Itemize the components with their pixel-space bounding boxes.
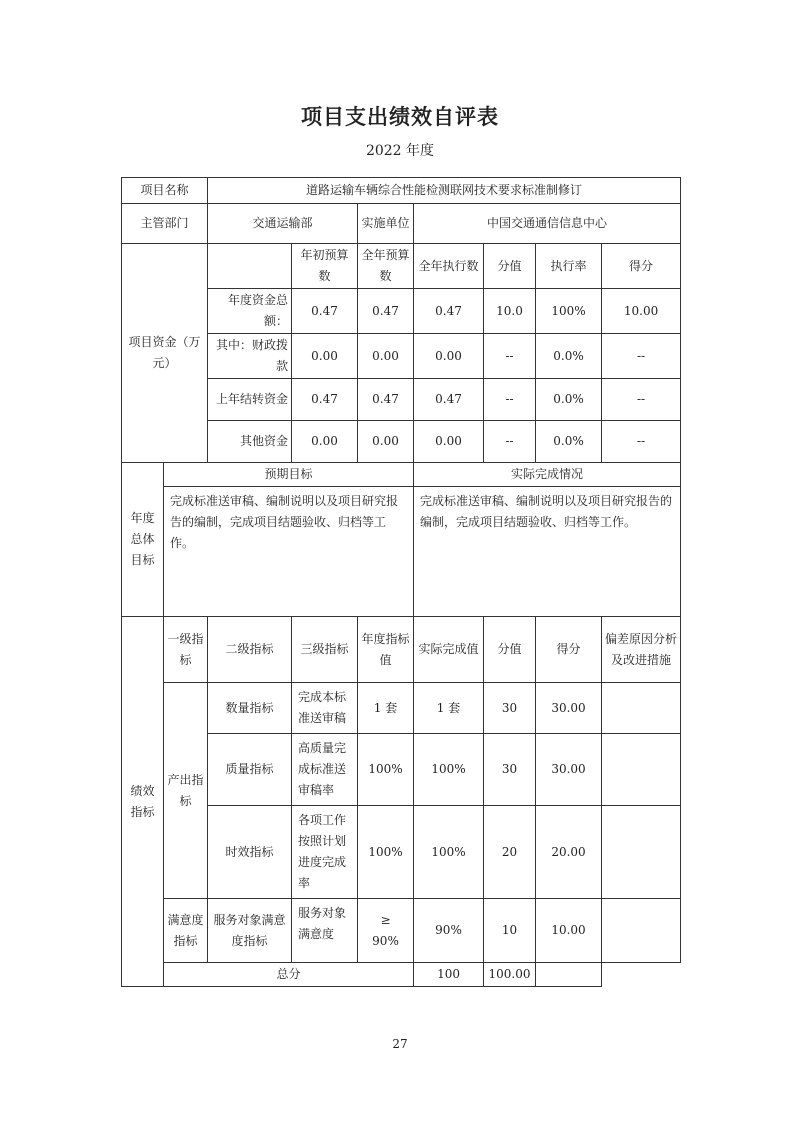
perf-score-max: 30	[484, 734, 536, 806]
funds-cell: --	[484, 379, 536, 421]
funds-row-label: 其中：财政拨款	[208, 334, 292, 379]
perf-satisfaction-target	[358, 899, 414, 963]
goals-actual-header: 实际完成情况	[414, 463, 681, 487]
goals-expected-text: 完成标准送审稿、编制说明以及项目研究报告的编制，完成项目结题验收、归档等工作。	[164, 487, 414, 617]
funds-cell: 100%	[536, 289, 602, 334]
funds-row-label: 年度资金总额：	[208, 289, 292, 334]
perf-header: 二级指标	[208, 617, 292, 683]
perf-l3: 各项工作按照计划进度完成率	[292, 806, 358, 899]
funds-cell: --	[602, 334, 681, 379]
funds-cell: 0.00	[292, 421, 358, 463]
perf-satisfaction-actual: 90%	[414, 899, 484, 963]
perf-header: 实际完成值	[414, 617, 484, 683]
perf-header: 年度指标值	[358, 617, 414, 683]
funds-cell: --	[602, 379, 681, 421]
evaluation-table	[121, 177, 681, 987]
perf-score: 30.00	[536, 683, 602, 734]
funds-cell: 0.00	[292, 334, 358, 379]
target-symbol: ≥	[380, 912, 391, 927]
funds-cell: 0.00	[358, 334, 414, 379]
perf-output-label: 产出指标	[164, 683, 208, 899]
perf-reason	[602, 683, 681, 734]
funds-header: 分值	[484, 244, 536, 289]
perf-actual: 100%	[414, 806, 484, 899]
perf-actual: 1 套	[414, 683, 484, 734]
perf-reason	[602, 734, 681, 806]
total-label: 总分	[164, 963, 414, 987]
total-score-max: 100	[414, 963, 484, 987]
perf-target: 100%	[358, 806, 414, 899]
funds-header: 全年执行数	[414, 244, 484, 289]
funds-label: 项目资金（万元）	[122, 244, 208, 463]
perf-actual: 100%	[414, 734, 484, 806]
page-title: 项目支出绩效自评表	[301, 105, 499, 129]
funds-header-blank	[208, 244, 292, 289]
funds-header: 全年预算数	[358, 244, 414, 289]
perf-score-max: 30	[484, 683, 536, 734]
perf-l3: 高质量完成标准送审稿率	[292, 734, 358, 806]
perf-satisfaction-l2: 服务对象满意度指标	[208, 899, 292, 963]
goals-expected-header: 预期目标	[164, 463, 414, 487]
goals-label: 年度总体目标	[122, 463, 164, 617]
funds-cell: 0.47	[414, 379, 484, 421]
funds-cell: 0.0%	[536, 421, 602, 463]
perf-reason	[602, 806, 681, 899]
perf-satisfaction-score-max: 10	[484, 899, 536, 963]
funds-cell: 0.00	[414, 334, 484, 379]
total-score: 100.00	[484, 963, 536, 987]
perf-target: 100%	[358, 734, 414, 806]
perf-score-max: 20	[484, 806, 536, 899]
funds-header: 得分	[602, 244, 681, 289]
funds-row-label: 上年结转资金	[208, 379, 292, 421]
perf-header: 得分	[536, 617, 602, 683]
perf-l2: 质量指标	[208, 734, 292, 806]
perf-target: 1 套	[358, 683, 414, 734]
funds-cell: 0.00	[414, 421, 484, 463]
funds-cell: 0.47	[292, 289, 358, 334]
perf-header: 三级指标	[292, 617, 358, 683]
perf-header: 偏差原因分析及改进措施	[602, 617, 681, 683]
funds-cell: 0.47	[292, 379, 358, 421]
funds-cell: 0.47	[414, 289, 484, 334]
funds-header: 年初预算数	[292, 244, 358, 289]
funds-row-label: 其他资金	[208, 421, 292, 463]
impl-unit-value: 中国交通通信信息中心	[414, 204, 681, 244]
perf-l2: 时效指标	[208, 806, 292, 899]
funds-cell: --	[484, 334, 536, 379]
perf-satisfaction-l3: 服务对象满意度	[292, 899, 358, 963]
funds-cell: 10.00	[602, 289, 681, 334]
goals-actual-text: 完成标准送审稿、编制说明以及项目研究报告的编制，完成项目结题验收、归档等工作。	[414, 487, 681, 617]
funds-cell: 0.0%	[536, 379, 602, 421]
perf-l3: 完成本标准送审稿	[292, 683, 358, 734]
perf-satisfaction-reason	[602, 899, 681, 963]
perf-label: 绩效指标	[122, 617, 164, 987]
perf-l2: 数量指标	[208, 683, 292, 734]
perf-satisfaction-l1: 满意度指标	[164, 899, 208, 963]
perf-header: 一级指标	[164, 617, 208, 683]
page-number: 27	[392, 1037, 408, 1051]
funds-cell: 0.47	[358, 379, 414, 421]
project-name-value: 道路运输车辆综合性能检测联网技术要求标准制修订	[208, 178, 681, 204]
funds-cell: 10.0	[484, 289, 536, 334]
funds-cell: --	[602, 421, 681, 463]
project-name-label: 项目名称	[122, 178, 208, 204]
dept-value: 交通运输部	[208, 204, 358, 244]
funds-header: 执行率	[536, 244, 602, 289]
perf-header: 分值	[484, 617, 536, 683]
target-value: 90%	[372, 933, 399, 948]
funds-cell: 0.47	[358, 289, 414, 334]
year-label: 2022 年度	[365, 143, 435, 159]
impl-unit-label: 实施单位	[358, 204, 414, 244]
perf-score: 20.00	[536, 806, 602, 899]
total-reason	[536, 963, 602, 987]
funds-cell: 0.00	[358, 421, 414, 463]
perf-score: 30.00	[536, 734, 602, 806]
funds-cell: 0.0%	[536, 334, 602, 379]
perf-satisfaction-score: 10.00	[536, 899, 602, 963]
funds-cell: --	[484, 421, 536, 463]
dept-label: 主管部门	[122, 204, 208, 244]
